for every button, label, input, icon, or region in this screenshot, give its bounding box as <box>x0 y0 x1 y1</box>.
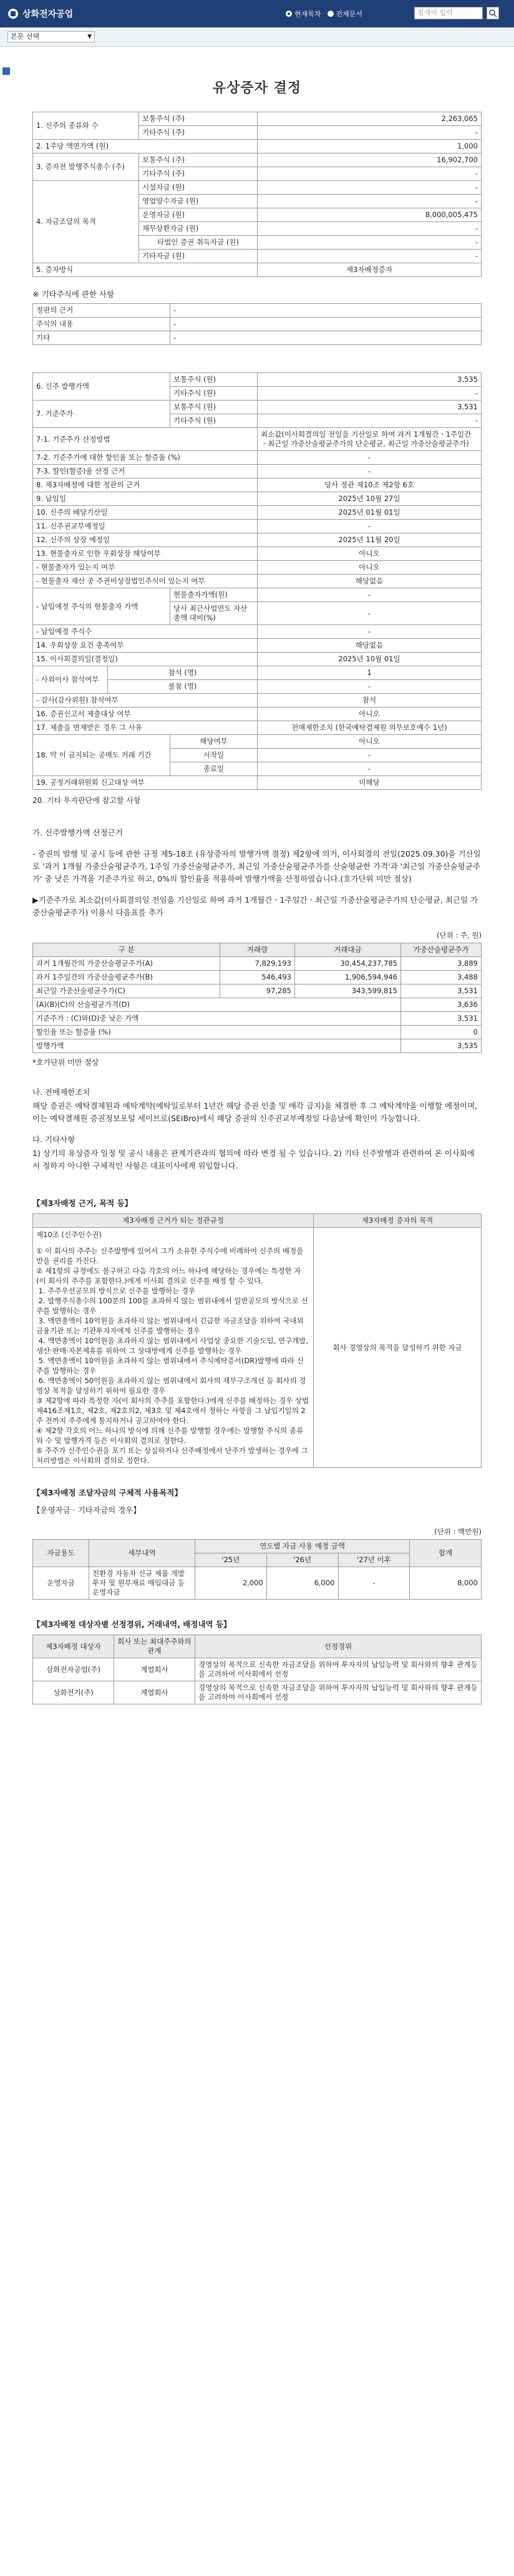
column-header: 가중산술평균주가 <box>401 943 482 957</box>
row-label: 20. 기타 투자판단에 참고할 사항 <box>32 796 141 805</box>
row-value: 당사 정관 제10조 제2항 6호 <box>258 479 482 492</box>
row-label: 1. 신주의 종류와 수 <box>33 112 139 140</box>
row-sublabel: 당사 최근사업연도 자산총액 대비(%) <box>170 602 258 625</box>
row-value: 2025년 01월 01일 <box>258 506 482 520</box>
logo-text: 상화전자공업 <box>22 9 74 19</box>
table-cell: (A)(B)(C)의 산술평균가격(D) <box>33 998 401 1012</box>
row-sublabel: 보통주식 (주) <box>139 153 258 167</box>
row-value: 3,531 <box>258 401 482 414</box>
row-sublabel: 시설자금 (원) <box>139 181 258 195</box>
row-value: - <box>258 602 482 625</box>
article-body: ① 이 회사의 주주는 신주발행에 있어서 그가 소유한 주식수에 비례하여 신주의 배정을 받을 권리를 가진다. ② 제1항의 규정에도 불구하고 다음 각호의 어느 하나에 해당하는 경우에는 특정한 자(이 회사의 주주를 포함한다.)에게 이사회 결의로 신주를 배정 할 수 있다. 1. 주주우선공모의 방식으로 신주를 발행하는 경우 2. 발행주식총수의 100분의 100를 초과하지 않는 범위내에서 일반공모의 방식으로 신주를 발행하는 경우 3. 액면총액이 10억원을 초과하지 않는 범위내에서 긴급한 자금조달을 위하여 국내외 금융기관 또는 기관투자자에게 신주를 발행하는 경우 4. 액면총액이 10억원을 초과하지 않는 범위내에서 사업상 중요한 기술도입, 연구개발, 생산·판매·자본제휴를 위하여 그 상대방에게 신주를 발행하는 경우 5. 액면총액이 10억원을 초과하지 않는 범위내에서 주식예탁증서(DR)발행에 따라 신주를 발행하는 경우 6. 액면총액이 50억원을 초과하지 않는 범위내에서 회사의 재무구조개선 등 회사의 경영상 목적을 달성하기 위하여 필요한 경우 ③ 제2항에 따라 특정한 자(이 회사의 주주를 포함한다.)에게 신주를 배정하는 경우 상법 제416조제1호, 제2호, 제2호의2, 제3호 및 제4호에서 정하는 사항을 그 납입기일의 2주 전까지 주주에게 통지하거나 공고하여야 한다. ④ 제2항 각호의 어느 하나의 방식에 의해 신주를 발행할 경우에는 발행할 주식의 종류와 수 및 발행가격 등은 이사회의 결의로 정한다. ⑤ 주주가 신주인수권을 포기 또는 상실하거나 신주배정에서 단주가 발생하는 경우에 그 처리방법은 이사회의 결의로 정한다. <box>36 1247 309 1465</box>
row-value: - <box>258 236 482 250</box>
row-label: 19. 공정거래위원회 신고대상 여부 <box>33 776 258 790</box>
table-cell: 3,531 <box>401 984 482 998</box>
row-label: 15. 이사회결의일(결정일) <box>33 653 258 666</box>
table-cell: 30,454,237,785 <box>295 957 401 971</box>
toc-select[interactable] <box>7 31 95 42</box>
row-value: - <box>258 680 482 694</box>
row-sublabel: 참석 (명) <box>108 666 258 680</box>
row-value: 전매제한조치 (한국예탁결제원 의무보호예수 1년) <box>258 721 482 735</box>
pricing-basis-text <box>32 827 482 919</box>
row-label: - 납입예정 주식의 현물출자 가액 <box>33 588 170 625</box>
logo-icon <box>7 8 19 19</box>
table-cell: 계열회사 <box>114 1658 195 1681</box>
table-cell: - <box>338 1567 410 1600</box>
row-sublabel: 기타자금 (원) <box>139 250 258 263</box>
logo[interactable] <box>7 7 73 20</box>
toc-select-value: 본문 선택 <box>11 32 40 41</box>
column-header: 합계 <box>410 1540 482 1567</box>
row-value: 미해당 <box>258 776 482 790</box>
allottee-heading: 【제3자배정 대상자별 선정경위, 거래내역, 배정내역 등】 <box>32 1620 231 1629</box>
table-cell: 97,285 <box>220 984 295 998</box>
row-label: 3. 증자전 발행주식총수 (주) <box>33 153 139 181</box>
row-label: 7-2. 기준주가에 대한 할인율 또는 할증율 (%) <box>33 451 258 465</box>
row-value: - <box>170 318 482 331</box>
radio-label: 전체문서 <box>336 10 363 18</box>
table-cell: 0 <box>401 1026 482 1039</box>
table-cell: 상화전기(주) <box>33 1681 114 1704</box>
row-label: 17. 제출을 면제받은 경우 그 사유 <box>33 721 258 735</box>
table-cell: 3,488 <box>401 971 482 984</box>
row-sublabel: 보통주식 (주) <box>139 112 258 126</box>
radio-all-docs[interactable] <box>327 9 363 19</box>
row-value: - <box>258 167 482 181</box>
allottee-table <box>32 1635 482 1704</box>
column-header: 거래대금 <box>295 943 401 957</box>
row-value: - <box>258 762 482 776</box>
row-label: 7-1. 기준주가 산정방법 <box>33 428 258 451</box>
row-label: 8. 제3자배정에 대한 정관의 근거 <box>33 479 258 492</box>
unit-note: (단위 : 주, 원) <box>437 931 482 940</box>
row-sublabel: 기타주식 (주) <box>139 126 258 140</box>
page-title: 유상증자 결정 <box>212 80 302 96</box>
plan-heading: 【제3자배정 조달자금의 구체적 사용목적】 <box>32 1488 182 1497</box>
row-sublabel: 해당여부 <box>170 735 258 749</box>
row-sublabel: 불참 (명) <box>108 680 258 694</box>
radio-on-icon <box>286 11 292 17</box>
column-header: 거래량 <box>220 943 295 957</box>
row-value: 제3자배정증자 <box>258 263 482 277</box>
search-scope <box>286 9 362 19</box>
table-cell: 546,493 <box>220 971 295 984</box>
column-header: 세부내역 <box>89 1540 195 1567</box>
table-cell: 7,829,193 <box>220 957 295 971</box>
table-cell: 운영자금 <box>33 1567 89 1600</box>
column-header: '27년 이후 <box>338 1553 410 1567</box>
paragraph: - 증권의 발행 및 공시 등에 관한 규정 제5-18조 (유상증자의 발행가액 결정) 제2항에 의거, 이사회결의 전일(2025.09.30)을 기산일로 '과거 1개월 가중산술평균주가, 1주일 가중산술평균주가, 최근일 가중산술평균주가를 산술평균한 가격'과 '최근일 가중산술평균주가' 중 낮은 가격을 기준주가로 하고, 0%의 할인율을 적용하여 발행가액을 산정하였습니다.(호가단위 미만 절상) <box>32 849 481 883</box>
table-cell: 할인율 또는 할증율 (%) <box>33 1026 401 1039</box>
purpose-cell: 회사 경영상의 목적을 달성하기 위한 자금 <box>314 1228 482 1468</box>
column-header: 제3자배정 증자의 목적 <box>314 1214 482 1228</box>
table-cell: 3,531 <box>401 1012 482 1026</box>
row-value: - <box>170 304 482 318</box>
row-sublabel: 보통주식 (원) <box>170 373 258 387</box>
row-value: 1 <box>258 666 482 680</box>
main-table <box>32 112 482 277</box>
table-cell: 계열회사 <box>114 1681 195 1704</box>
table-cell: 발행가액 <box>33 1039 401 1053</box>
row-value: 2025년 10월 01일 <box>258 653 482 666</box>
row-value: 아니오 <box>258 547 482 561</box>
table-cell: 기준주가 : (C)와(D)중 낮은 가액 <box>33 1012 401 1026</box>
row-value: 아니오 <box>258 707 482 721</box>
table-cell: 3,889 <box>401 957 482 971</box>
row-sublabel: 시작일 <box>170 749 258 762</box>
table-cell: 343,599,815 <box>295 984 401 998</box>
table-cell: 경영상의 목적으로 신속한 자금조달을 위하여 투자자의 납입능력 및 회사와의 향후 관계등을 고려하여 이사회에서 선정 <box>195 1658 482 1681</box>
paragraph: 1) 상기의 유상증자 일정 및 공시 내용은 관계기관과의 협의에 따라 변경 될 수 있습니다. 2) 기타 신주발행과 관련하여 본 이사회에서 정하지 아니한 구체적인 사항은 대표이사에게 위임합니다. <box>32 1149 475 1170</box>
article-title: 제10조 (신주인수권) <box>36 1230 102 1239</box>
row-sublabel: 채무상환자금 (원) <box>139 222 258 236</box>
footnote: *호가단위 미만 절상 <box>32 1058 99 1067</box>
top-header <box>0 0 514 27</box>
table-cell: 8,000 <box>410 1567 482 1600</box>
section-title: 나. 전매제한조치 <box>32 1087 90 1097</box>
table-cell: 3,636 <box>401 998 482 1012</box>
row-label: - 현물출자가 있는지 여부 <box>33 561 258 575</box>
row-value: - <box>258 414 482 428</box>
table-cell: 최근일 가중산술평균주가(C) <box>33 984 220 998</box>
row-value: 1,000 <box>258 140 482 153</box>
column-header: '25년 <box>195 1553 267 1567</box>
row-value: - <box>258 625 482 639</box>
row-label: 9. 납입일 <box>33 492 258 506</box>
row-value: 아니오 <box>258 735 482 749</box>
section-title: 가. 신주발행가액 산정근거 <box>32 828 123 837</box>
row-value: 최소값(이사회결의일 전일을 기산일로 하여 과거 1개월간ㆍ1주일간ㆍ최근일 가중산술평균주가의 단순평균, 최근일 가중산술평균주가) <box>258 428 482 451</box>
row-sublabel: 현물출자가액(원) <box>170 588 258 602</box>
row-value: - <box>258 588 482 602</box>
row-label: 7. 기준주가 <box>33 401 170 428</box>
section-title: 다. 기타사항 <box>32 1135 75 1144</box>
column-header: '26년 <box>266 1553 338 1567</box>
row-label: - 사외이사 참석여부 <box>33 666 108 694</box>
row-value: 참석 <box>258 694 482 707</box>
row-label: 10. 신주의 배당기산일 <box>33 506 258 520</box>
basis-heading: 【제3자배정 근거, 목적 등】 <box>32 1198 133 1208</box>
price-calc-table <box>32 943 482 1053</box>
unit-note: (단위 : 백만원) <box>434 1527 482 1536</box>
row-label: - 현물출자 재산 중 주권비상장법인주식이 있는지 여부 <box>33 575 258 588</box>
other-notes-text <box>32 1086 482 1172</box>
table-cell: 경영상의 목적으로 신속한 자금조달을 위하여 투자자의 납입능력 및 회사와의 향후 관계등을 고려하여 이사회에서 선정 <box>195 1681 482 1704</box>
row-value: - <box>258 222 482 236</box>
row-label: 주식의 내용 <box>33 318 170 331</box>
basis-table <box>32 1213 482 1468</box>
row-value: - <box>258 250 482 263</box>
table-cell: 1,906,594,946 <box>295 971 401 984</box>
row-label: 정관의 근거 <box>33 304 170 318</box>
chevron-down-icon: ▼ <box>87 34 92 40</box>
paragraph: ▶기준주가로 최소값(이사회결의일 전일을 기산일로 하여 과거 1개월간ㆍ1주일간ㆍ최근일 가중산술평균주가의 단순평균, 최근일 가중산술평균주가) 이용시 다음표를 추가 <box>32 895 478 917</box>
row-label: 18. 약 이 금지되는 공매도 거래 기간 <box>33 735 170 776</box>
row-value: 2025년 10월 27일 <box>258 492 482 506</box>
row-label: 6. 신주 발행가액 <box>33 373 170 401</box>
row-value: 2025년 11월 20일 <box>258 533 482 547</box>
row-value: 해당없음 <box>258 639 482 653</box>
row-sublabel: 보통주식 (원) <box>170 401 258 414</box>
row-sublabel: 운영자금 (원) <box>139 208 258 222</box>
row-label: 2. 1주당 액면가액 (원) <box>33 140 258 153</box>
row-label: 4. 자금조달의 목적 <box>33 181 139 263</box>
row-label: 5. 증자방식 <box>33 263 258 277</box>
row-label: 11. 신주권교부예정일 <box>33 520 258 533</box>
row-value: - <box>258 451 482 465</box>
row-value: 8,000,005,475 <box>258 208 482 222</box>
row-label: 16. 증권신고서 제출대상 여부 <box>33 707 258 721</box>
row-value: - <box>258 749 482 762</box>
row-sublabel: 종료일 <box>170 762 258 776</box>
table-cell: 3,535 <box>401 1039 482 1053</box>
toc-bar <box>0 27 514 47</box>
collapse-toc-icon[interactable] <box>2 67 10 75</box>
table-cell: 과거 1주일간의 가중산술평균주가(B) <box>33 971 220 984</box>
column-header: 연도별 자금 사용 예정 금액 <box>195 1540 410 1553</box>
row-label: 14. 우회상장 요건 충족여부 <box>33 639 258 653</box>
table-cell: 과거 1개월간의 가중산술평균주가(A) <box>33 957 220 971</box>
row-value: 해당없음 <box>258 575 482 588</box>
row-value: - <box>258 520 482 533</box>
other-stock-heading: ※ 기타주식에 관한 사항 <box>32 289 115 299</box>
plan-table <box>32 1539 482 1600</box>
row-value: - <box>258 195 482 208</box>
table-cell: 친환경 자동차 신규 제품 개발투자 및 원부재료 매입대금 등 운영자금 <box>89 1567 195 1600</box>
row-label: - 납입예정 주식수 <box>33 625 258 639</box>
row-label: 기타 <box>33 331 170 345</box>
table-cell: 2,000 <box>195 1567 267 1600</box>
row-label: 13. 현물출자로 인한 우회상장 해당여부 <box>33 547 258 561</box>
paragraph: 해당 증권은 예탁결제원과 예탁계약(예탁일로부터 1년간 해당 증권 인출 및 매각 금지)을 체결한 후 그 예탁계약을 이행할 예정이며, 이는 예탁결제원 증권정보포털 세이브로(SEIBro)에서 해당 증권의 신주권교부예정일 다음날에 확인이 가능합니다. <box>32 1101 478 1123</box>
radio-label: 현재목차 <box>294 10 321 18</box>
table-cell: 6,000 <box>266 1567 338 1600</box>
search-icon <box>488 9 497 17</box>
row-value: - <box>258 387 482 401</box>
row-sublabel: 기타주식 (주) <box>139 167 258 181</box>
column-header: 구 분 <box>33 943 220 957</box>
column-header: 자금용도 <box>33 1540 89 1567</box>
search-input[interactable]: 검색어 입력 <box>414 7 483 19</box>
row-sublabel: 타법인 증권 취득자금 (원) <box>139 236 258 250</box>
row-sublabel: 기타주식 (원) <box>170 387 258 401</box>
plan-subheading: 【운영자금 · 기타자금의 경우】 <box>32 1505 141 1515</box>
other-stock-table <box>32 303 482 345</box>
document-body <box>32 62 482 1704</box>
column-header: 제3자배정 근거가 되는 정관규정 <box>33 1214 314 1228</box>
column-header: 선정경위 <box>195 1635 482 1658</box>
row-value: 아니오 <box>258 561 482 575</box>
row-sublabel: 기타주식 (원) <box>170 414 258 428</box>
row-value: 2,263,065 <box>258 112 482 126</box>
search-button[interactable] <box>487 7 499 19</box>
table-cell: 삼화전자공업(주) <box>33 1658 114 1681</box>
row-sublabel: 영업양수자금 (원) <box>139 195 258 208</box>
row-label: - 감사(감사위원) 참석여부 <box>33 694 258 707</box>
row-value: 16,902,700 <box>258 153 482 167</box>
radio-current-toc[interactable] <box>286 9 321 19</box>
row-label: 7-3. 할인(할증)율 산정 근거 <box>33 465 258 479</box>
articles-cell <box>33 1228 314 1468</box>
radio-off-icon <box>327 11 334 17</box>
row-value: - <box>258 465 482 479</box>
column-header: 회사 또는 최대주주와의 관계 <box>114 1635 195 1658</box>
column-header: 제3자배정 대상자 <box>33 1635 114 1658</box>
row-value: - <box>258 181 482 195</box>
row-value: - <box>258 126 482 140</box>
row-value: - <box>170 331 482 345</box>
row-label: 12. 신주의 상장 예정일 <box>33 533 258 547</box>
row-value: 3,535 <box>258 373 482 387</box>
price-table <box>32 372 482 790</box>
